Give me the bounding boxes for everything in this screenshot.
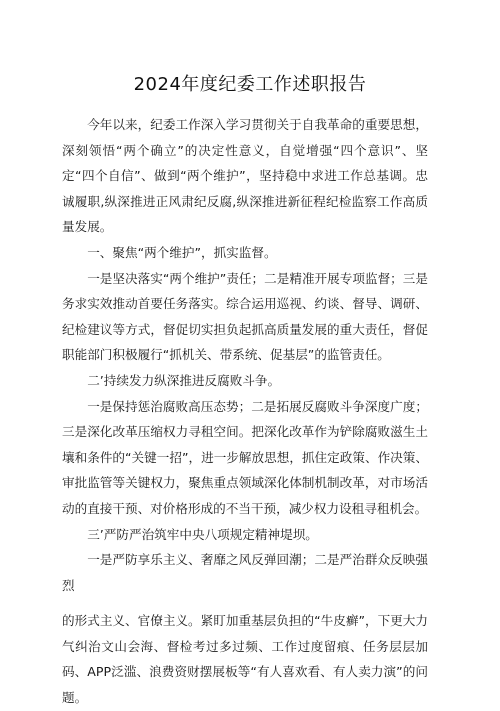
document-title: 2024年度纪委工作述职报告	[133, 74, 367, 95]
paragraph-section-3-start: 一是严防享乐主义、奢靡之风反弹回潮；二是严治群众反映强烈	[62, 552, 428, 593]
paragraph-intro: 今年以来，纪委工作深入学习贯彻关于自我革命的重要思想，深刻领悟“两个确立”的决定性意义，自觉增强“四个意识”、坚定“四个自信”、做到“两个维护”，坚持稳中求进工作总基调。忠诚履职,纵深推进正风肃纪反腐,纵深推进新征程纪检监察工作高质量发展。	[62, 117, 428, 235]
paragraph-section-1: 一是坚决落实“两个维护”责任；二是精准开展专项监督；三是务求实效推动首要任务落实。综合运用巡视、约谈、督导、调研、纪检建议等方式，督促切实担负起抓高质量发展的重大责任，督促职能部门积极履行“抓机关、带系统、促基层”的监管责任。	[62, 270, 428, 363]
section-heading-1: 一、聚焦“两个维护”，抓实监督。	[87, 244, 277, 260]
section-heading-3: 三’严防严治筑牢中央八项规定精神堤坝。	[87, 526, 318, 542]
document-body	[62, 112, 428, 711]
section-heading-2: 二’持续发力纵深推进反腐败斗争。	[87, 372, 281, 388]
paragraph-section-3-continued: 的形式主义、官僚主义。紧盯加重基层负担的“牛皮癣”，下更大力气纠治文山会海、督检考过多过频、工作过度留痕、任务层层加码、APP泛滥、浪费资财摆展板等“有人喜欢看、有人卖力演”的问题。	[62, 613, 428, 706]
paragraph-section-2: 一是保持惩治腐败高压态势；二是拓展反腐败斗争深度广度；三是深化改革压缩权力寻租空间。把深化改革作为铲除腐败滋生土壤和条件的“关键一招”，进一步解放思想，抓住定政策、作决策、审批监管等关键权力，聚焦重点领域深化体制机制改革，对市场活动的直接干预、对价格形成的不当干预，减少权力设租寻租机会。	[62, 398, 428, 516]
